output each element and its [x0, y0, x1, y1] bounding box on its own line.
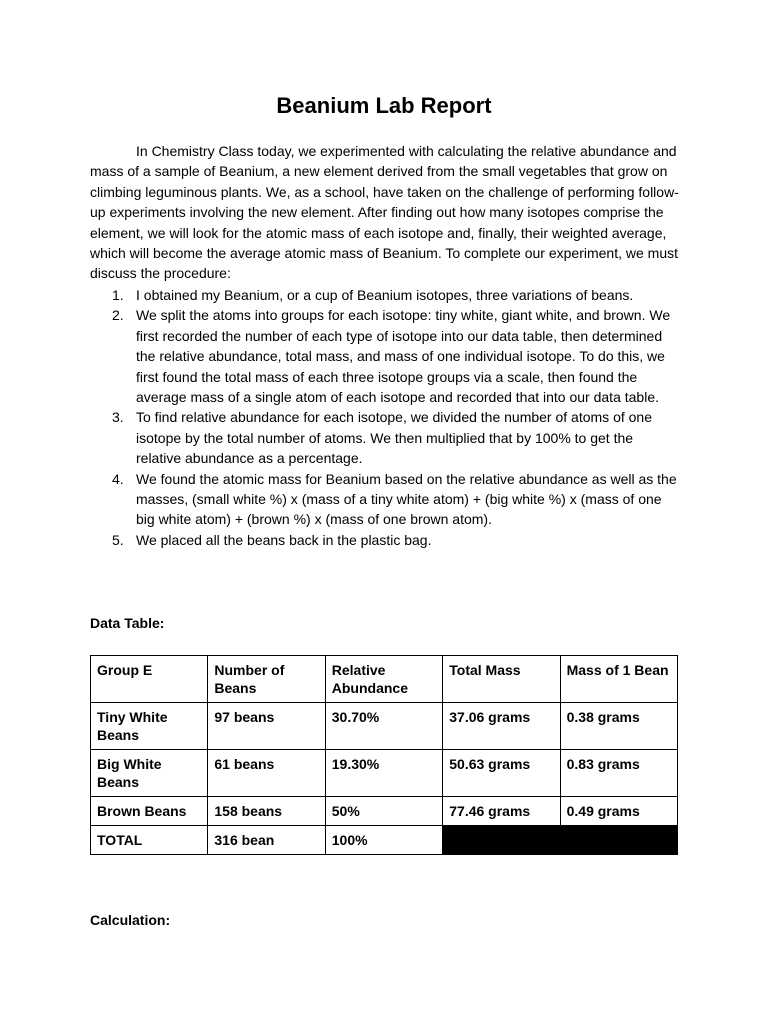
- intro-paragraph: [90, 141, 682, 284]
- table-cell: 0.38 grams: [560, 703, 677, 750]
- table-cell: 19.30%: [325, 750, 442, 797]
- table-cell: 316 bean: [208, 826, 325, 855]
- procedure-step: [90, 407, 682, 468]
- table-cell: TOTAL: [91, 826, 208, 855]
- procedure-step: [90, 305, 682, 407]
- table-cell: 100%: [325, 826, 442, 855]
- table-cell: Brown Beans: [91, 797, 208, 826]
- step-number: 1.: [112, 287, 124, 303]
- table-cell: Big White Beans: [91, 750, 208, 797]
- table-cell: 50%: [325, 797, 442, 826]
- data-table-label: Data Table:: [90, 615, 165, 631]
- table-cell: 77.46 grams: [443, 797, 560, 826]
- table-row: [91, 703, 678, 750]
- intro-text: In Chemistry Class today, we experimented with calculating the relative abundance and mass of a sample of Beanium, a new element derived from the small vegetables that grow on climbing leguminous plants. We, as a school, have taken on the challenge of performing follow-up experiments involving the new element. After finding out how many isotopes comprise the element, we will look for the atomic mass of each isotope and, finally, their weighted average, which will become the average atomic mass of Beanium. To complete our experiment, we must discuss the procedure:: [90, 143, 679, 282]
- header-cell: Total Mass: [443, 656, 560, 703]
- procedure-step: [90, 285, 682, 305]
- table-cell: 0.83 grams: [560, 750, 677, 797]
- table-cell: 30.70%: [325, 703, 442, 750]
- procedure-list: [90, 285, 682, 550]
- table-header-row: [91, 656, 678, 703]
- header-cell: Number of Beans: [208, 656, 325, 703]
- step-text: We placed all the beans back in the plastic bag.: [136, 531, 432, 548]
- header-cell: Mass of 1 Bean: [560, 656, 677, 703]
- table-cell: 61 beans: [208, 750, 325, 797]
- header-cell: Group E: [91, 656, 208, 703]
- table-cell: 37.06 grams: [443, 703, 560, 750]
- table-cell: 97 beans: [208, 703, 325, 750]
- table-total-row: [91, 826, 678, 855]
- step-text: We split the atoms into groups for each isotope: tiny white, giant white, and brown. We first recorded the number of each type of isotope into our data table, then determined the relative abundance, total mass, and mass of one individual isotope. To do this, we first found the total mass of each three isotope groups via a scale, then found the average mass of a single atom of each isotope and recorded that into our data table.: [136, 307, 671, 406]
- step-number: 5.: [112, 531, 124, 548]
- step-text: To find relative abundance for each isotope, we divided the number of atoms of one isotope by the total number of atoms. We then multiplied that by 100% to get the relative abundance as a percentage.: [136, 409, 652, 467]
- document-title: Beanium Lab Report: [276, 93, 492, 118]
- procedure-step: [90, 530, 682, 550]
- table-cell: 0.49 grams: [560, 797, 677, 826]
- header-cell: Relative Abundance: [325, 656, 442, 703]
- procedure-step: [90, 469, 682, 530]
- table-cell: 50.63 grams: [443, 750, 560, 797]
- step-number: 3.: [112, 409, 124, 426]
- step-number: 2.: [112, 307, 124, 324]
- blacked-out-cell: [443, 826, 678, 855]
- table-row: [91, 797, 678, 826]
- table-cell: 158 beans: [208, 797, 325, 826]
- table-cell: Tiny White Beans: [91, 703, 208, 750]
- step-number: 4.: [112, 470, 124, 487]
- data-table: [90, 655, 678, 855]
- step-text: I obtained my Beanium, or a cup of Beanium isotopes, three variations of beans.: [136, 287, 634, 303]
- step-text: We found the atomic mass for Beanium based on the relative abundance as well as the masses, (small white %) x (mass of a tiny white atom) + (big white %) x (mass of one big white atom) + (brown %) x (mass of one brown atom).: [136, 470, 677, 528]
- table-row: [91, 750, 678, 797]
- calculation-label: Calculation:: [90, 912, 171, 928]
